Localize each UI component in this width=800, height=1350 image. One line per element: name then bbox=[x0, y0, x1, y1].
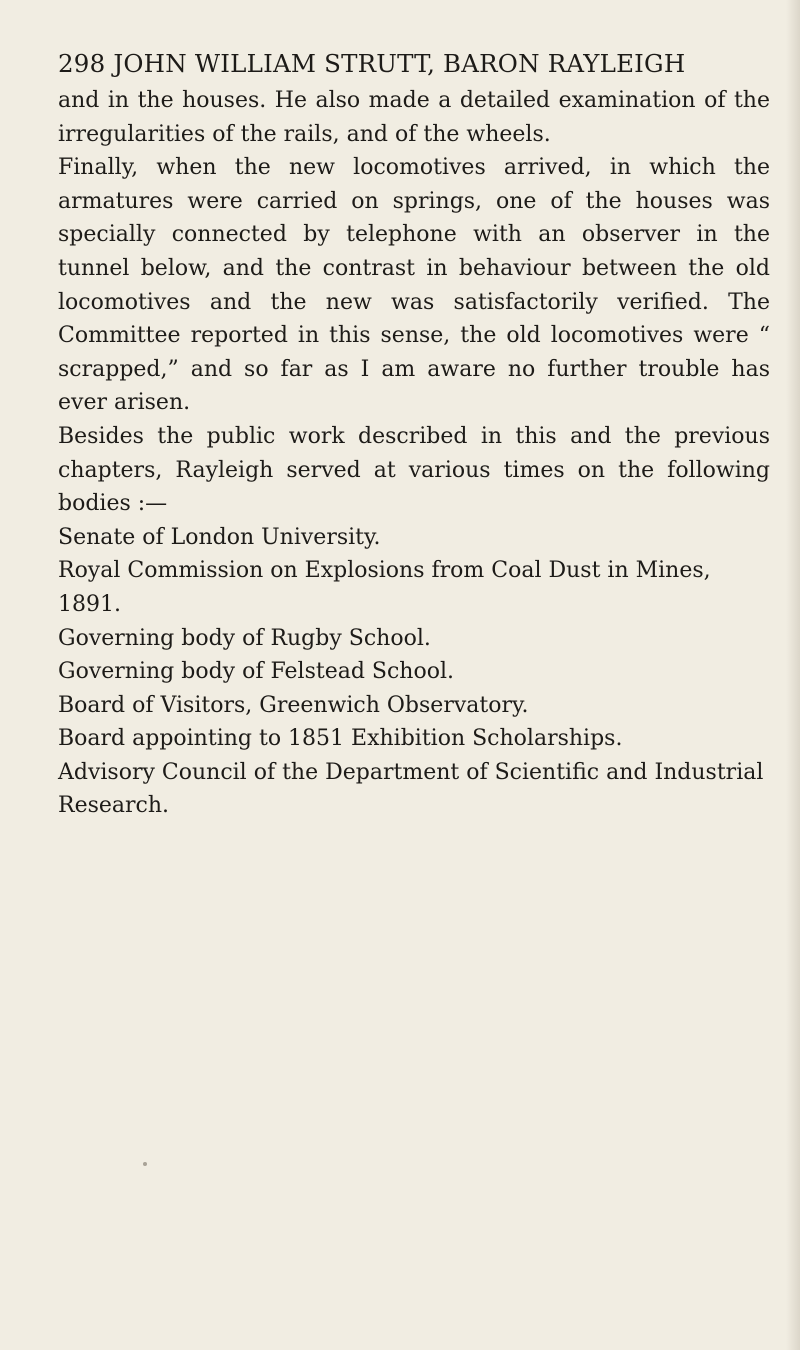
list-item: Governing body of Felstead School. bbox=[58, 659, 454, 685]
body-text bbox=[58, 84, 770, 823]
page-number: 298 bbox=[58, 49, 106, 78]
list-item: Royal Commission on Explosions from Coal Dust in Mines, 1891. bbox=[58, 558, 711, 617]
list-item: Governing body of Rugby School. bbox=[58, 625, 431, 651]
paragraph-public-work: Besides the public work described in this and the previous chapters, Rayleigh served at various times on the following bodies :— bbox=[58, 423, 770, 517]
page-edge-shadow bbox=[786, 0, 800, 1350]
paper-speck bbox=[143, 1162, 147, 1166]
running-title: JOHN WILLIAM STRUTT, BARON RAYLEIGH bbox=[113, 49, 686, 78]
list-item: Board of Visitors, Greenwich Observatory. bbox=[58, 692, 529, 718]
book-page bbox=[58, 48, 770, 823]
paragraph-continuation: and in the houses. He also made a detailed examination of the irregularities of the rails, and of the wheels. bbox=[58, 88, 770, 147]
list-item: Senate of London University. bbox=[58, 524, 381, 550]
paragraph-locomotives: Finally, when the new locomotives arrived, in which the armatures were carried on springs, one of the houses was specially connected by telephone with an observer in the tunnel below, and the contrast in behaviour between the old locomotives and the new was satisfactorily verified. The Committee reported in this sense, the old locomotives were “ scrapped,” and so far as I am aware no further trouble has ever arisen. bbox=[58, 155, 770, 416]
list-item: Advisory Council of the Department of Scientific and Industrial Research. bbox=[58, 759, 764, 819]
list-item: Board appointing to 1851 Exhibition Scholarships. bbox=[58, 726, 623, 752]
running-head bbox=[58, 48, 770, 84]
